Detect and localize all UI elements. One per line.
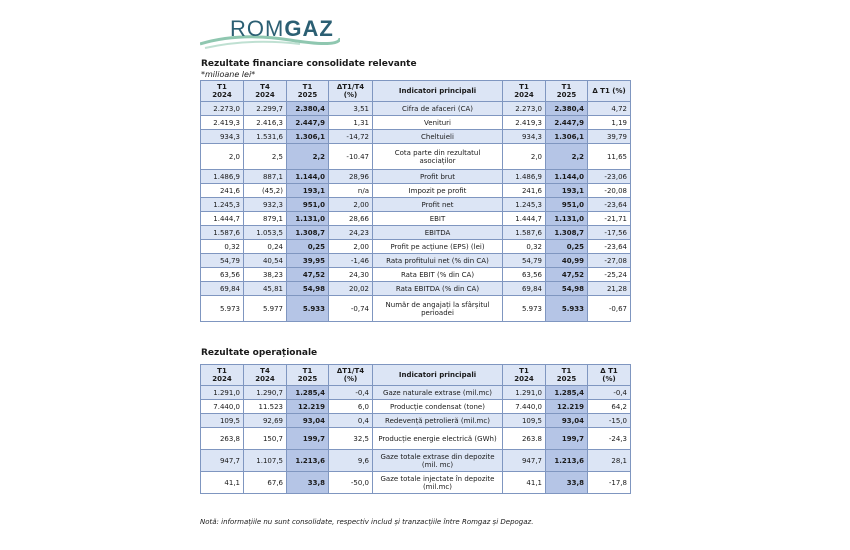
column-header: T1 2024	[503, 365, 546, 386]
table-cell: 2.419,3	[503, 116, 546, 130]
table-cell: 150,7	[244, 428, 287, 450]
table-cell: 1.486,9	[201, 170, 244, 184]
column-header: T4 2024	[244, 365, 287, 386]
table-cell: 20,02	[329, 282, 373, 296]
table-cell: 1.444,7	[201, 212, 244, 226]
indicator-label: Gaze totale extrase din depozite (mil. mc)	[373, 450, 503, 472]
table-cell: -50,0	[329, 472, 373, 494]
table-cell: 2,0	[503, 144, 546, 170]
table-cell: 7.440,0	[201, 400, 244, 414]
table-cell: 2.416,3	[244, 116, 287, 130]
table-cell: 93,04	[546, 414, 588, 428]
table-cell: -0,4	[588, 386, 631, 400]
table-cell: 54,98	[546, 282, 588, 296]
table-cell: 1.290,7	[244, 386, 287, 400]
table-cell: 54,79	[201, 254, 244, 268]
table-cell: 47,52	[546, 268, 588, 282]
table-cell: 5.973	[503, 296, 546, 322]
table-row	[201, 144, 631, 170]
indicator-label: Producție condensat (tone)	[373, 400, 503, 414]
table-cell: -23,64	[588, 198, 631, 212]
table-cell: 241,6	[503, 184, 546, 198]
table-row	[201, 226, 631, 240]
table-cell: 241,6	[201, 184, 244, 198]
column-header: T1 2025	[546, 81, 588, 102]
table-cell: 1.444,7	[503, 212, 546, 226]
table-cell: 0,32	[201, 240, 244, 254]
table-cell: 1.213,6	[287, 450, 329, 472]
financial-results-table	[200, 80, 631, 322]
indicator-label: Impozit pe profit	[373, 184, 503, 198]
table-cell: -0,74	[329, 296, 373, 322]
table-cell: 3,51	[329, 102, 373, 116]
table-cell: 7.440,0	[503, 400, 546, 414]
table-cell: -24,3	[588, 428, 631, 450]
table-cell: 28,96	[329, 170, 373, 184]
table-row	[201, 198, 631, 212]
table-cell: 5.933	[546, 296, 588, 322]
table-cell: 6,0	[329, 400, 373, 414]
table-cell: 947,7	[201, 450, 244, 472]
table-row	[201, 282, 631, 296]
indicator-label: Profit pe acțiune (EPS) (lei)	[373, 240, 503, 254]
table-row	[201, 184, 631, 198]
table-cell: 64,2	[588, 400, 631, 414]
table-cell: 951,0	[546, 198, 588, 212]
indicator-label: Gaze totale injectate în depozite (mil.mc)	[373, 472, 503, 494]
table-cell: 4,72	[588, 102, 631, 116]
table-cell: 109,5	[503, 414, 546, 428]
table-cell: -23,06	[588, 170, 631, 184]
table-cell: 63,56	[201, 268, 244, 282]
table-cell: 1.144,0	[546, 170, 588, 184]
table-cell: -27,08	[588, 254, 631, 268]
table-cell: 1.308,7	[287, 226, 329, 240]
table-cell: 1.308,7	[546, 226, 588, 240]
table-cell: -1,46	[329, 254, 373, 268]
table-cell: 932,3	[244, 198, 287, 212]
table-cell: 40,54	[244, 254, 287, 268]
indicator-label: Profit brut	[373, 170, 503, 184]
table-cell: 38,23	[244, 268, 287, 282]
table-cell: 24,23	[329, 226, 373, 240]
table-cell: 69,84	[201, 282, 244, 296]
column-header: T4 2024	[244, 81, 287, 102]
financial-title: Rezultate financiare consolidate relevante	[201, 59, 417, 69]
table-cell: 1.587,6	[503, 226, 546, 240]
indicator-label: Gaze naturale extrase (mil.mc)	[373, 386, 503, 400]
column-header: ΔT1/T4 (%)	[329, 81, 373, 102]
financial-subtitle: *milioane lei*	[201, 70, 256, 79]
table-cell: 67,6	[244, 472, 287, 494]
table-cell: 109,5	[201, 414, 244, 428]
table-cell: 5.977	[244, 296, 287, 322]
table-cell: 1,31	[329, 116, 373, 130]
table-cell: 1.107,5	[244, 450, 287, 472]
indicator-label: Venituri	[373, 116, 503, 130]
table-cell: 2,2	[546, 144, 588, 170]
table-cell: 5.933	[287, 296, 329, 322]
table-cell: 39,79	[588, 130, 631, 144]
table-cell: 193,1	[546, 184, 588, 198]
column-header: Δ T1 (%)	[588, 81, 631, 102]
table-row	[201, 386, 631, 400]
table-cell: 40,99	[546, 254, 588, 268]
indicator-label: Cifra de afaceri (CA)	[373, 102, 503, 116]
table-row	[201, 116, 631, 130]
table-cell: 1.131,0	[287, 212, 329, 226]
table-cell: 1.291,0	[503, 386, 546, 400]
table-cell: -17,56	[588, 226, 631, 240]
table-cell: 0,25	[546, 240, 588, 254]
column-header: T1 2024	[201, 365, 244, 386]
indicator-label: Producție energie electrică (GWh)	[373, 428, 503, 450]
indicator-label: Rata profitului net (% din CA)	[373, 254, 503, 268]
table-cell: 879,1	[244, 212, 287, 226]
indicator-label: Rata EBITDA (% din CA)	[373, 282, 503, 296]
table-cell: -25,24	[588, 268, 631, 282]
table-cell: 63,56	[503, 268, 546, 282]
table-cell: -20,08	[588, 184, 631, 198]
table-row	[201, 130, 631, 144]
table-row	[201, 414, 631, 428]
table-cell: 28,66	[329, 212, 373, 226]
table-cell: -15,0	[588, 414, 631, 428]
table-cell: 0,25	[287, 240, 329, 254]
table-cell: 41,1	[503, 472, 546, 494]
table-cell: 2.273,0	[201, 102, 244, 116]
indicator-label: EBIT	[373, 212, 503, 226]
table-cell: 951,0	[287, 198, 329, 212]
table-cell: 12.219	[546, 400, 588, 414]
table-cell: 263,8	[201, 428, 244, 450]
table-row	[201, 102, 631, 116]
table-cell: 47,52	[287, 268, 329, 282]
column-header: Indicatori principali	[373, 81, 503, 102]
table-cell: 934,3	[503, 130, 546, 144]
table-cell: 39,95	[287, 254, 329, 268]
table-cell: 199,7	[287, 428, 329, 450]
column-header: Indicatori principali	[373, 365, 503, 386]
column-header: T1 2024	[201, 81, 244, 102]
table-row	[201, 450, 631, 472]
table-cell: 41,1	[201, 472, 244, 494]
table-cell: 1.587,6	[201, 226, 244, 240]
column-header: ΔT1/T4 (%)	[329, 365, 373, 386]
column-header: T1 2025	[287, 365, 329, 386]
table-cell: -21,71	[588, 212, 631, 226]
table-row	[201, 268, 631, 282]
table-cell: -17,8	[588, 472, 631, 494]
table-cell: 21,28	[588, 282, 631, 296]
table-cell: (45,2)	[244, 184, 287, 198]
column-header: T1 2025	[287, 81, 329, 102]
table-cell: 1.245,3	[201, 198, 244, 212]
indicator-label: Număr de angajați la sfârșitul perioadei	[373, 296, 503, 322]
table-cell: 2.380,4	[287, 102, 329, 116]
indicator-label: Profit net	[373, 198, 503, 212]
table-cell: 2.273,0	[503, 102, 546, 116]
table-cell: 2,0	[201, 144, 244, 170]
table-cell: 2.447,9	[287, 116, 329, 130]
footnote: Notă: informațiile nu sunt consolidate, respectiv includ și tranzacțiile între Romgaz și Depogaz.	[200, 518, 534, 526]
table-cell: 2,2	[287, 144, 329, 170]
indicator-label: Redevență petrolieră (mil.mc)	[373, 414, 503, 428]
table-cell: 1.144,0	[287, 170, 329, 184]
table-cell: 69,84	[503, 282, 546, 296]
table-cell: 0,4	[329, 414, 373, 428]
column-header: Δ T1 (%)	[588, 365, 631, 386]
table-cell: n/a	[329, 184, 373, 198]
operational-title: Rezultate operaționale	[201, 348, 318, 358]
table-cell: 934,3	[201, 130, 244, 144]
table-row	[201, 472, 631, 494]
table-cell: 263.8	[503, 428, 546, 450]
table-cell: 28,1	[588, 450, 631, 472]
table-row	[201, 296, 631, 322]
table-row	[201, 428, 631, 450]
table-cell: 2.380,4	[546, 102, 588, 116]
table-cell: 1.306,1	[546, 130, 588, 144]
table-cell: 2,5	[244, 144, 287, 170]
table-cell: 5.973	[201, 296, 244, 322]
table-cell: -0,4	[329, 386, 373, 400]
table-cell: -14,72	[329, 130, 373, 144]
table-cell: 199,7	[546, 428, 588, 450]
table-cell: -23,64	[588, 240, 631, 254]
table-row	[201, 400, 631, 414]
table-cell: 11.523	[244, 400, 287, 414]
table-row	[201, 212, 631, 226]
indicator-label: Cheltuieli	[373, 130, 503, 144]
table-header-row	[201, 81, 631, 102]
table-cell: 1,19	[588, 116, 631, 130]
table-cell: 2,00	[329, 198, 373, 212]
table-cell: 9,6	[329, 450, 373, 472]
indicator-label: Cota parte din rezultatul asociaților	[373, 144, 503, 170]
table-cell: 1.245,3	[503, 198, 546, 212]
table-cell: 0,32	[503, 240, 546, 254]
column-header: T1 2024	[503, 81, 546, 102]
table-cell: 54,79	[503, 254, 546, 268]
indicator-label: EBITDA	[373, 226, 503, 240]
table-cell: 0,24	[244, 240, 287, 254]
table-cell: 1.285,4	[287, 386, 329, 400]
table-row	[201, 170, 631, 184]
table-cell: 45,81	[244, 282, 287, 296]
logo-text: ROMGAZ	[230, 16, 334, 41]
table-cell: 2.419,3	[201, 116, 244, 130]
table-cell: 1.291,0	[201, 386, 244, 400]
table-cell: 33,8	[546, 472, 588, 494]
column-header: T1 2025	[546, 365, 588, 386]
table-cell: 2.447,9	[546, 116, 588, 130]
table-cell: 92,69	[244, 414, 287, 428]
table-cell: 24,30	[329, 268, 373, 282]
table-cell: 887,1	[244, 170, 287, 184]
table-cell: 1.285,4	[546, 386, 588, 400]
table-cell: 1.131,0	[546, 212, 588, 226]
table-cell: 1.306,1	[287, 130, 329, 144]
table-cell: 1.531,6	[244, 130, 287, 144]
operational-results-table	[200, 364, 631, 494]
table-row	[201, 254, 631, 268]
indicator-label: Rata EBIT (% din CA)	[373, 268, 503, 282]
table-cell: 93,04	[287, 414, 329, 428]
table-cell: 54,98	[287, 282, 329, 296]
table-cell: -10.47	[329, 144, 373, 170]
table-row	[201, 240, 631, 254]
table-header-row	[201, 365, 631, 386]
table-cell: 11,65	[588, 144, 631, 170]
table-cell: 1.053,5	[244, 226, 287, 240]
table-cell: 947,7	[503, 450, 546, 472]
table-cell: 1.486,9	[503, 170, 546, 184]
table-cell: 2,00	[329, 240, 373, 254]
table-cell: 12.219	[287, 400, 329, 414]
table-cell: 193,1	[287, 184, 329, 198]
table-cell: -0,67	[588, 296, 631, 322]
table-cell: 1.213,6	[546, 450, 588, 472]
table-cell: 2.299,7	[244, 102, 287, 116]
romgaz-logo	[200, 12, 350, 50]
table-cell: 32,5	[329, 428, 373, 450]
table-cell: 33,8	[287, 472, 329, 494]
